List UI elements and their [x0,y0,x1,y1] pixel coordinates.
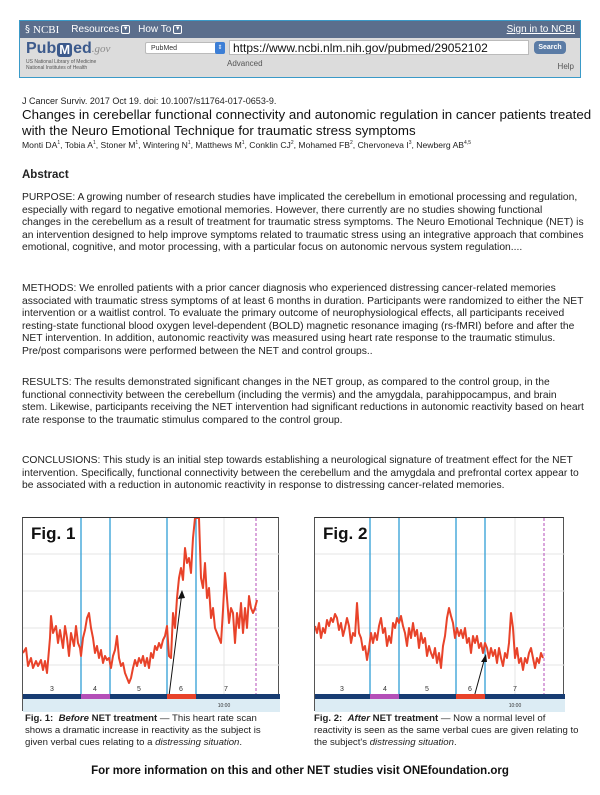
sign-in-link[interactable]: Sign in to NCBI [506,24,575,35]
database-select[interactable]: PubMed ⇕ [145,42,225,54]
svg-text:3: 3 [340,686,344,693]
svg-text:7: 7 [224,686,228,693]
affiliation-number: 1 [57,140,61,147]
ncbi-logo[interactable]: § NCBI [25,23,60,36]
abstract-purpose: PURPOSE: A growing number of research studies have implicated the cerebellum in emotional processing and regulation, especially with regard to negative emotional memories. However, there currently are no studies showing functional changes in the cerebellum as a result of treatment for traumatic stress symptoms. The Neuro Emotional Technique (NET) is an intervention designed to help improve symptoms related to traumatic stress using an integrative approach that combines emotional, cognitive, and motor processing, with a particular focus on autonomic nervous system regulation.... [22,192,584,253]
ncbi-header [19,20,581,78]
heart-rate-trace-before [23,518,280,712]
author-name[interactable]: Wintering N [142,140,188,150]
abstract-heading: Abstract [22,169,69,181]
author-name[interactable]: Monti DA [22,140,58,150]
author-name[interactable]: Chervoneva I [357,140,409,150]
svg-text:7: 7 [513,686,517,693]
author-name[interactable]: Matthews M [195,140,242,150]
nlm-subtitle: US National Library of Medicine National Institutes of Health [26,59,97,71]
affiliation-number: 1 [92,140,96,147]
how-to-menu[interactable]: How To ▼ [138,24,181,35]
resources-menu[interactable]: Resources ▼ [71,24,129,35]
author-name[interactable]: Mohamed FB [298,140,351,150]
abstract-methods: METHODS: We enrolled patients with a prior cancer diagnosis who experienced distressing cancer-related memories associated with traumatic stress symptoms of at least 6 months in duration. Participants were randomized to either the NET intervention or a waitlist control. To evaluate the primary outcome of neurophysiological effects, all participants received resting-state functional blood oxygen level-dependent (BOLD) magnetic resonance imaging (rs-fMRI) before and after the NET intervention. In addition, autonomic reactivity was measured using heart rate response to the traumatic stimulus. Pre/post comparisons were performed between the NET and control groups.. [22,283,584,357]
affiliation-number: 4,5 [464,140,471,147]
help-link[interactable]: Help [557,62,574,71]
svg-text:6: 6 [468,686,472,693]
chevron-down-icon: ▼ [174,26,181,32]
footer-note: For more information on this and other NET studies visit ONEfoundation.org [91,765,509,777]
segment-labels [50,686,228,693]
figure-1-label: Fig. 1 [31,524,76,543]
figure-2-label: Fig. 2 [323,524,368,543]
heart-rate-trace-after [315,518,565,712]
affiliation-number: 1 [187,140,191,147]
abstract-conclusions: CONCLUSIONS: This study is an initial step towards establishing a neurological signature of treatment effect for the NET intervention. Specifically, functional connectivity between the cerebellum and the amygdala and prefrontal cortex appear to be associated with a reduction in autonomic reactivity in response to distressing cancer-related memories. [22,455,579,491]
article-title: Changes in cerebellar functional connectivity and autonomic regulation in cancer patients treated with the Neuro Emotional Technique for traumatic stress symptoms [22,107,592,138]
dna-icon: § [25,24,30,35]
svg-text:3: 3 [50,686,54,693]
citation: J Cancer Surviv. 2017 Oct 19. doi: 10.1007/s11764-017-0653-9. [22,96,277,106]
ncbi-top-bar [20,21,580,38]
author-name[interactable]: Conklin CJ [249,140,291,150]
select-arrows-icon: ⇕ [215,42,225,54]
affiliation-number: 1 [135,140,139,147]
figure-2-heart-rate-chart [314,517,564,711]
segment-labels [340,686,517,693]
author-name[interactable]: Stoner M [100,140,136,150]
author-list: Monti $DA^1$, Tobia $A^1$, Stoner $M^1$, Wintering $N^1$, Matthews $M^1$, Conklin $CJ^2$, Mohamed $FB^2$, Chervoneva $I^3$, Newberg AB$^{4,5}$ [22,140,471,150]
affiliation-number: 3 [408,140,412,147]
svg-text:10:00: 10:00 [217,703,231,709]
affiliation-number: 1 [241,140,245,147]
search-button[interactable]: Search [534,41,566,54]
abstract-results: RESULTS: The results demonstrated significant changes in the NET group, as compared to the control group, in the functional connectivity between the cerebellum (including the vermis) and the amygdala, parahippocampus, and brain stem. Likewise, participants receiving the NET intervention had significant reductions in autonomic reactivity based on heart rate response to the traumatic stimulus compared to the control group. [22,377,584,426]
svg-text:6: 6 [179,686,183,693]
svg-text:4: 4 [93,686,97,693]
svg-text:5: 5 [137,686,141,693]
affiliation-number: 2 [290,140,294,147]
chevron-down-icon: ▼ [122,26,129,32]
figure-2-caption: Fig. 2: After NET treatment — Now a normal level of reactivity is seen as the same verbal cues are given relating to the subject's distressing situation. [314,713,579,748]
svg-text:10:00: 10:00 [508,703,522,709]
pubmed-logo[interactable]: Pub M ed .gov US National Library of Medicine National Institutes of Health [26,40,111,71]
search-input[interactable] [229,40,529,55]
svg-text:5: 5 [425,686,429,693]
figure-1-heart-rate-chart [22,517,279,711]
author-name[interactable]: Newberg AB [416,140,465,150]
svg-text:4: 4 [383,686,387,693]
advanced-link[interactable]: Advanced [227,59,263,68]
author-name[interactable]: Tobia A [64,140,93,150]
figure-1-caption: Fig. 1: Before NET treatment — This heart rate scan shows a dramatic increase in reactivity as the subject is given verbal cues relating to a distressing situation. [25,713,261,748]
pubmed-search-row [20,38,580,77]
affiliation-number: 2 [350,140,353,147]
